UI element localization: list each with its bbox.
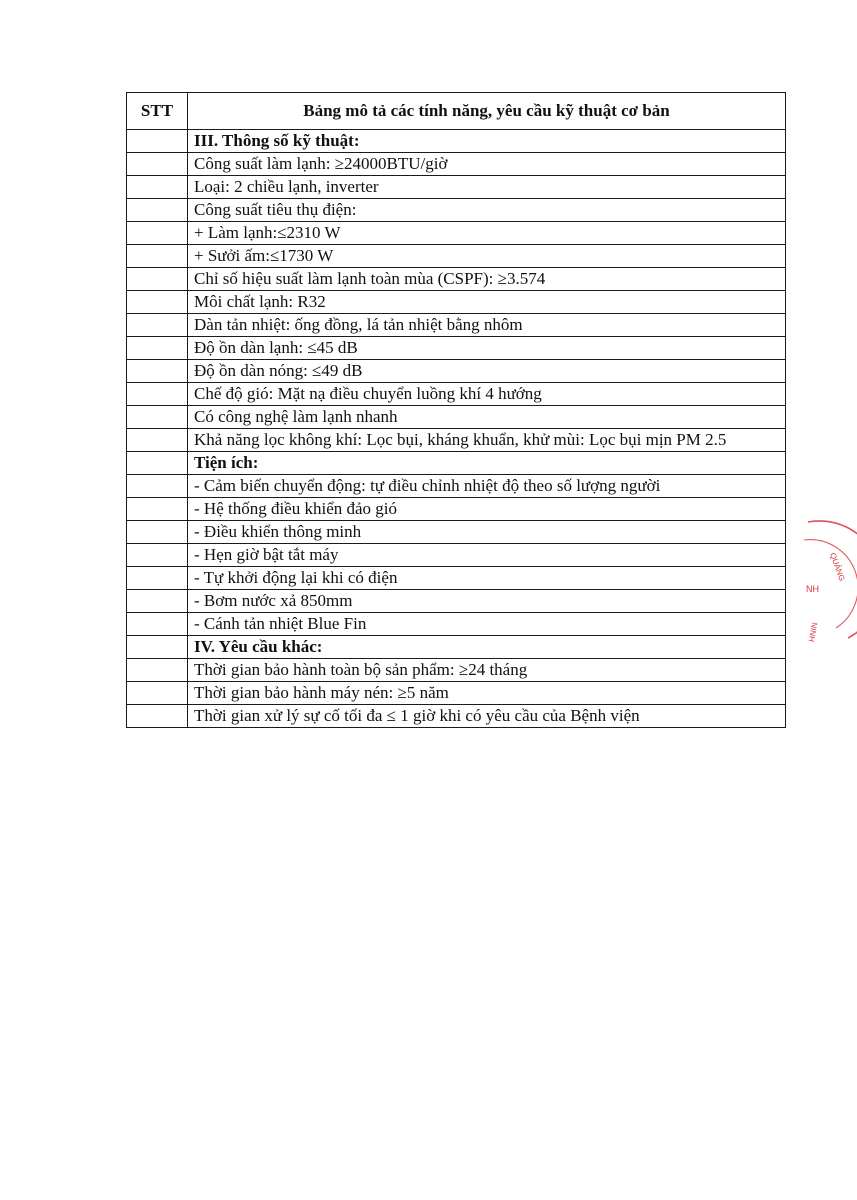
- table-row: [127, 590, 786, 613]
- stt-cell: [127, 153, 188, 176]
- table-row: [127, 245, 786, 268]
- stt-cell: [127, 314, 188, 337]
- table-row: [127, 475, 786, 498]
- table-row: [127, 636, 786, 659]
- table-row: [127, 153, 786, 176]
- stt-cell: [127, 567, 188, 590]
- stt-cell: [127, 475, 188, 498]
- table-row: [127, 567, 786, 590]
- table-row: [127, 682, 786, 705]
- stt-cell: [127, 176, 188, 199]
- spec-cell: - Tự khởi động lại khi có điện: [188, 567, 786, 590]
- table-row: [127, 406, 786, 429]
- spec-cell: Chỉ số hiệu suất làm lạnh toàn mùa (CSPF): ≥3.574: [188, 268, 786, 291]
- table-body: [127, 130, 786, 728]
- table-row: [127, 705, 786, 728]
- stt-cell: [127, 268, 188, 291]
- spec-cell: Độ ồn dàn lạnh: ≤45 dB: [188, 337, 786, 360]
- spec-cell: + Sưởi ấm:≤1730 W: [188, 245, 786, 268]
- spec-cell: Thời gian bảo hành máy nén: ≥5 năm: [188, 682, 786, 705]
- table-row: [127, 521, 786, 544]
- spec-cell: Có công nghệ làm lạnh nhanh: [188, 406, 786, 429]
- stt-cell: [127, 613, 188, 636]
- spec-cell: + Làm lạnh:≤2310 W: [188, 222, 786, 245]
- stt-cell: [127, 245, 188, 268]
- stt-cell: [127, 429, 188, 452]
- stt-cell: [127, 636, 188, 659]
- spec-cell: Dàn tản nhiệt: ống đồng, lá tản nhiệt bằng nhôm: [188, 314, 786, 337]
- spec-cell: Khả năng lọc không khí: Lọc bụi, kháng khuẩn, khử mùi: Lọc bụi mịn PM 2.5: [188, 429, 786, 452]
- stt-cell: [127, 521, 188, 544]
- spec-cell: Thời gian xử lý sự cố tối đa ≤ 1 giờ khi có yêu cầu của Bệnh viện: [188, 705, 786, 728]
- stt-cell: [127, 544, 188, 567]
- stt-cell: [127, 590, 188, 613]
- stt-cell: [127, 659, 188, 682]
- section-heading-cell: III. Thông số kỹ thuật:: [188, 130, 786, 153]
- stt-cell: [127, 383, 188, 406]
- table-row: [127, 360, 786, 383]
- spec-cell: Loại: 2 chiều lạnh, inverter: [188, 176, 786, 199]
- table-row: [127, 659, 786, 682]
- table-row: [127, 498, 786, 521]
- table-row: [127, 291, 786, 314]
- stt-header: STT: [127, 93, 188, 130]
- table-row: [127, 314, 786, 337]
- stt-cell: [127, 337, 188, 360]
- table-row: [127, 130, 786, 153]
- spec-cell: - Hệ thống điều khiển đảo gió: [188, 498, 786, 521]
- spec-cell: Thời gian bảo hành toàn bộ sản phẩm: ≥24 tháng: [188, 659, 786, 682]
- table-header-row: [127, 93, 786, 130]
- table-row: [127, 199, 786, 222]
- spec-cell: Chế độ gió: Mặt nạ điều chuyển luồng khí 4 hướng: [188, 383, 786, 406]
- stt-cell: [127, 705, 188, 728]
- spec-cell: - Hẹn giờ bật tắt máy: [188, 544, 786, 567]
- stt-cell: [127, 130, 188, 153]
- stt-cell: [127, 452, 188, 475]
- official-stamp-fragment: [800, 518, 857, 648]
- section-heading-cell: Tiện ích:: [188, 452, 786, 475]
- stt-cell: [127, 199, 188, 222]
- section-heading-cell: IV. Yêu cầu khác:: [188, 636, 786, 659]
- table-row: [127, 222, 786, 245]
- spec-cell: Công suất làm lạnh: ≥24000BTU/giờ: [188, 153, 786, 176]
- spec-cell: - Điều khiển thông minh: [188, 521, 786, 544]
- spec-cell: Công suất tiêu thụ điện:: [188, 199, 786, 222]
- stt-cell: [127, 360, 188, 383]
- stamp-text-2: NH: [806, 584, 819, 594]
- stt-cell: [127, 498, 188, 521]
- stamp-text-3: NINH: [806, 621, 819, 643]
- table-row: [127, 176, 786, 199]
- stt-cell: [127, 682, 188, 705]
- table-row: [127, 268, 786, 291]
- spec-cell: Môi chất lạnh: R32: [188, 291, 786, 314]
- stamp-text-1: QUẢNG: [828, 551, 847, 583]
- spec-cell: Độ ồn dàn nóng: ≤49 dB: [188, 360, 786, 383]
- table-row: [127, 337, 786, 360]
- table-row: [127, 544, 786, 567]
- spec-cell: - Cánh tản nhiệt Blue Fin: [188, 613, 786, 636]
- stt-cell: [127, 222, 188, 245]
- stt-cell: [127, 291, 188, 314]
- table-row: [127, 613, 786, 636]
- table-row: [127, 429, 786, 452]
- description-header: Bảng mô tả các tính năng, yêu cầu kỹ thuật cơ bản: [188, 93, 786, 130]
- spec-table: [126, 92, 786, 728]
- spec-cell: - Cảm biến chuyển động: tự điều chỉnh nhiệt độ theo số lượng người: [188, 475, 786, 498]
- stt-cell: [127, 406, 188, 429]
- table-row: [127, 383, 786, 406]
- spec-cell: - Bơm nước xả 850mm: [188, 590, 786, 613]
- table-row: [127, 452, 786, 475]
